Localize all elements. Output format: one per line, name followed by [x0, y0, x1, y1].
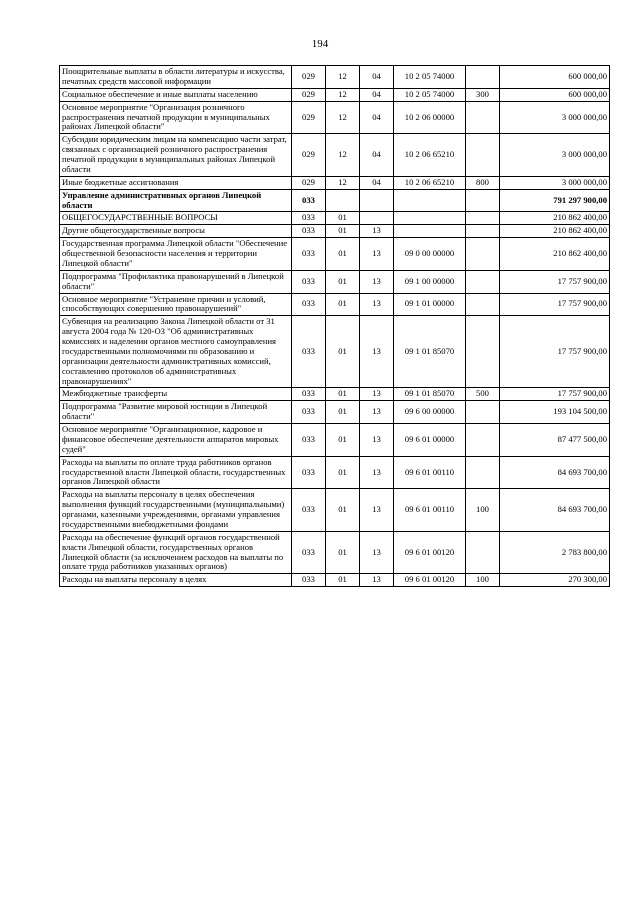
row-ved: 029	[292, 134, 326, 177]
table-row	[60, 456, 610, 489]
row-name: Другие общегосударственные вопросы	[60, 225, 292, 238]
table-row	[60, 489, 610, 532]
row-csr: 09 6 01 00110	[394, 456, 466, 489]
row-rz	[326, 189, 360, 212]
row-csr	[394, 189, 466, 212]
row-pr: 13	[360, 388, 394, 401]
row-pr: 13	[360, 316, 394, 388]
row-vr: 100	[466, 489, 500, 532]
row-vr	[466, 293, 500, 316]
row-sum: 270 300,00	[500, 574, 610, 587]
row-sum: 87 477 500,00	[500, 424, 610, 457]
row-vr	[466, 401, 500, 424]
row-rz: 12	[326, 101, 360, 134]
row-vr	[466, 212, 500, 225]
table-row	[60, 189, 610, 212]
row-csr: 09 1 01 85070	[394, 388, 466, 401]
table-row	[60, 134, 610, 177]
table-row	[60, 424, 610, 457]
row-rz: 01	[326, 574, 360, 587]
row-csr: 09 0 00 00000	[394, 238, 466, 271]
row-ved: 033	[292, 489, 326, 532]
row-csr: 09 6 01 00000	[394, 424, 466, 457]
table-row	[60, 212, 610, 225]
row-sum: 791 297 900,00	[500, 189, 610, 212]
row-ved: 033	[292, 531, 326, 574]
row-sum: 17 757 900,00	[500, 270, 610, 293]
table-row	[60, 293, 610, 316]
row-rz: 12	[326, 176, 360, 189]
row-pr: 13	[360, 489, 394, 532]
row-vr: 100	[466, 574, 500, 587]
row-ved: 033	[292, 189, 326, 212]
row-ved: 029	[292, 101, 326, 134]
row-rz: 01	[326, 489, 360, 532]
row-ved: 033	[292, 424, 326, 457]
row-ved: 033	[292, 212, 326, 225]
row-sum: 3 000 000,00	[500, 176, 610, 189]
row-vr	[466, 456, 500, 489]
row-sum: 17 757 900,00	[500, 388, 610, 401]
row-rz: 01	[326, 401, 360, 424]
row-rz: 12	[326, 66, 360, 89]
row-rz: 01	[326, 456, 360, 489]
row-csr: 09 6 01 00110	[394, 489, 466, 532]
table-row	[60, 316, 610, 388]
row-rz: 01	[326, 424, 360, 457]
row-sum: 2 783 800,00	[500, 531, 610, 574]
table-row	[60, 88, 610, 101]
page-number: 194	[311, 38, 329, 50]
row-pr	[360, 212, 394, 225]
row-csr: 10 2 06 65210	[394, 176, 466, 189]
table-row	[60, 270, 610, 293]
row-ved: 033	[292, 574, 326, 587]
row-vr: 500	[466, 388, 500, 401]
row-sum: 3 000 000,00	[500, 101, 610, 134]
row-ved: 033	[292, 225, 326, 238]
row-rz: 01	[326, 270, 360, 293]
row-sum: 84 693 700,00	[500, 489, 610, 532]
row-name: ОБЩЕГОСУДАРСТВЕННЫЕ ВОПРОСЫ	[60, 212, 292, 225]
row-pr: 04	[360, 66, 394, 89]
row-ved: 033	[292, 316, 326, 388]
row-name: Расходы на выплаты персоналу в целях обеспечения выполнения функций государственными (муниципальными) органами, казенными учреждениями, органами управления государственными внебюджетными фондами	[60, 489, 292, 532]
row-rz: 12	[326, 88, 360, 101]
row-name: Подпрограмма "Развитие мировой юстиции в Липецкой области"	[60, 401, 292, 424]
row-pr	[360, 189, 394, 212]
row-rz: 01	[326, 225, 360, 238]
table-row	[60, 238, 610, 271]
row-name: Субвенция на реализацию Закона Липецкой области от 31 августа 2004 года № 120-ОЗ "Об административных комиссиях и наделении органов местного самоуправления государственными полномочиями по образованию и организации деятельности административных комиссий, составлению протоколов об административных правонарушениях"	[60, 316, 292, 388]
row-pr: 13	[360, 574, 394, 587]
row-vr	[466, 316, 500, 388]
row-name: Поощрительные выплаты в области литературы и искусства, печатных средств массовой информации	[60, 66, 292, 89]
row-vr	[466, 101, 500, 134]
row-ved: 033	[292, 293, 326, 316]
row-csr: 09 1 00 00000	[394, 270, 466, 293]
row-csr: 10 2 06 00000	[394, 101, 466, 134]
row-rz: 01	[326, 293, 360, 316]
row-vr	[466, 189, 500, 212]
row-sum: 17 757 900,00	[500, 316, 610, 388]
row-csr: 10 2 06 65210	[394, 134, 466, 177]
row-vr	[466, 225, 500, 238]
row-rz: 01	[326, 316, 360, 388]
row-vr	[466, 66, 500, 89]
table-row	[60, 401, 610, 424]
row-pr: 13	[360, 270, 394, 293]
row-name: Управление административных органов Липецкой области	[60, 189, 292, 212]
row-vr	[466, 531, 500, 574]
row-name: Социальное обеспечение и иные выплаты населению	[60, 88, 292, 101]
row-rz: 01	[326, 238, 360, 271]
row-rz: 01	[326, 531, 360, 574]
row-pr: 13	[360, 225, 394, 238]
row-pr: 13	[360, 424, 394, 457]
row-pr: 04	[360, 134, 394, 177]
row-sum: 3 000 000,00	[500, 134, 610, 177]
row-pr: 13	[360, 238, 394, 271]
row-ved: 033	[292, 388, 326, 401]
row-name: Расходы на обеспечение функций органов государственной власти Липецкой области, государственных органов Липецкой области (за исключением расходов на выплаты по оплате труда работников указанных органов)	[60, 531, 292, 574]
row-ved: 029	[292, 66, 326, 89]
row-ved: 033	[292, 270, 326, 293]
budget-table	[59, 65, 610, 587]
table-row	[60, 101, 610, 134]
row-pr: 13	[360, 456, 394, 489]
table-row	[60, 574, 610, 587]
row-ved: 033	[292, 401, 326, 424]
row-pr: 04	[360, 176, 394, 189]
row-vr: 800	[466, 176, 500, 189]
row-ved: 029	[292, 176, 326, 189]
table-row	[60, 225, 610, 238]
row-csr: 09 6 01 00120	[394, 531, 466, 574]
row-csr: 09 1 01 85070	[394, 316, 466, 388]
row-name: Расходы на выплаты по оплате труда работников органов государственной власти Липецкой области, государственных органов Липецкой области	[60, 456, 292, 489]
row-vr	[466, 424, 500, 457]
row-vr	[466, 134, 500, 177]
row-sum: 600 000,00	[500, 66, 610, 89]
row-pr: 13	[360, 401, 394, 424]
row-sum: 210 862 400,00	[500, 212, 610, 225]
row-name: Субсидии юридическим лицам на компенсацию части затрат, связанных с организацией розничного распространения печатной продукции в муниципальных районах Липецкой области	[60, 134, 292, 177]
row-csr	[394, 212, 466, 225]
row-csr: 10 2 05 74000	[394, 88, 466, 101]
row-ved: 033	[292, 456, 326, 489]
row-sum: 210 862 400,00	[500, 225, 610, 238]
row-ved: 033	[292, 238, 326, 271]
row-pr: 13	[360, 293, 394, 316]
row-csr	[394, 225, 466, 238]
row-csr: 09 6 01 00120	[394, 574, 466, 587]
row-name: Расходы на выплаты персоналу в целях	[60, 574, 292, 587]
table-row	[60, 176, 610, 189]
row-name: Иные бюджетные ассигнования	[60, 176, 292, 189]
row-name: Основное мероприятие "Устранение причин и условий, способствующих совершению правонарушений"	[60, 293, 292, 316]
row-sum: 17 757 900,00	[500, 293, 610, 316]
row-ved: 029	[292, 88, 326, 101]
row-name: Подпрограмма "Профилактика правонарушений в Липецкой области"	[60, 270, 292, 293]
row-vr	[466, 270, 500, 293]
row-vr	[466, 238, 500, 271]
row-csr: 10 2 05 74000	[394, 66, 466, 89]
row-csr: 09 6 00 00000	[394, 401, 466, 424]
row-sum: 600 000,00	[500, 88, 610, 101]
row-sum: 193 104 500,00	[500, 401, 610, 424]
table-body	[60, 66, 610, 587]
table-row	[60, 388, 610, 401]
row-sum: 210 862 400,00	[500, 238, 610, 271]
row-rz: 12	[326, 134, 360, 177]
row-rz: 01	[326, 212, 360, 225]
table-row	[60, 531, 610, 574]
row-name: Государственная программа Липецкой области "Обеспечение общественной безопасности населения и территории Липецкой области"	[60, 238, 292, 271]
row-name: Межбюджетные трансферты	[60, 388, 292, 401]
row-name: Основное мероприятие "Организационное, кадровое и финансовое обеспечение деятельности аппаратов мировых судей"	[60, 424, 292, 457]
row-name: Основное мероприятие "Организация розничного распространения печатной продукции в муниципальных районах Липецкой области"	[60, 101, 292, 134]
row-sum: 84 693 700,00	[500, 456, 610, 489]
row-rz: 01	[326, 388, 360, 401]
row-pr: 04	[360, 88, 394, 101]
row-vr: 300	[466, 88, 500, 101]
row-csr: 09 1 01 00000	[394, 293, 466, 316]
row-pr: 04	[360, 101, 394, 134]
table-row	[60, 66, 610, 89]
row-pr: 13	[360, 531, 394, 574]
